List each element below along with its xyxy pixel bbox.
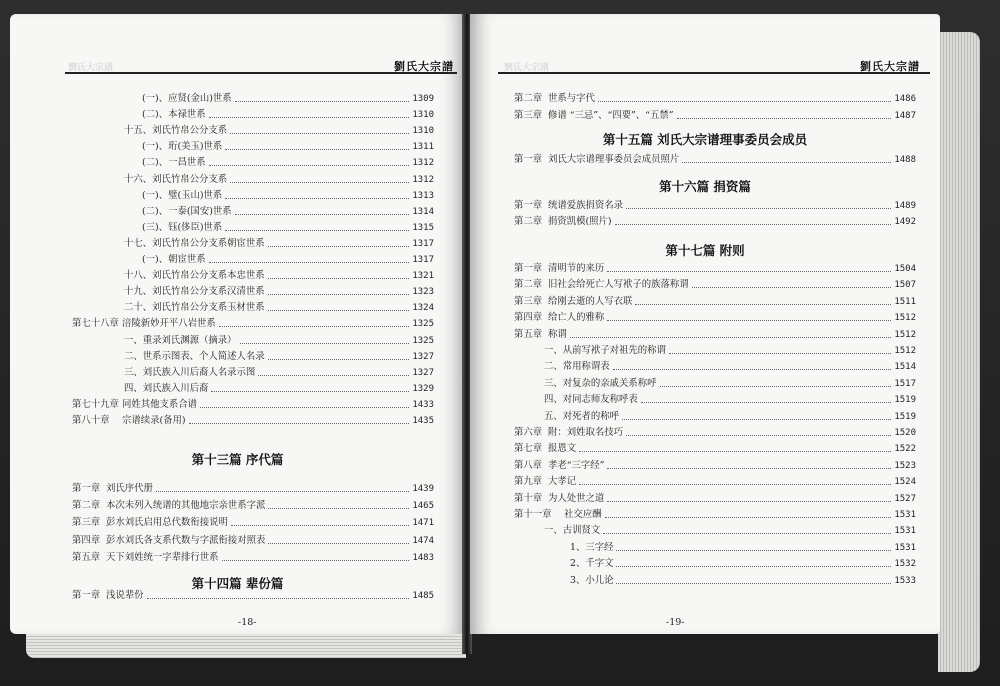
page-ref: 1310 [412,110,434,121]
toc-entry [514,475,916,489]
entry-title: 一、从前写袱子对祖先的称谓 [544,345,666,356]
dot-leader [225,149,409,150]
dot-leader [579,451,891,452]
toc-entry [72,589,434,603]
section-heading-14: 第十四篇 辈份篇 [191,576,284,591]
right-header-rule [498,72,930,74]
page-ref: 1531 [894,542,916,553]
dot-leader [235,101,410,102]
entry-title: 修谱 “三忌”、“四要”、“五禁” [548,109,674,121]
dot-leader [268,359,410,360]
dot-leader [660,386,892,387]
toc-entry [72,366,434,380]
entry-title: 3、小儿论 [570,574,614,586]
dot-leader [626,435,891,436]
page-ref: 1435 [412,416,434,426]
left-page-number: -18- [238,617,257,628]
page-ref: 1327 [412,351,434,362]
toc-entry [514,153,916,167]
page-ref: 1512 [894,346,916,356]
chapter-label: 第六章 [514,427,543,438]
entry-title: 二、常用称谓表 [544,361,610,373]
dot-leader [268,246,410,247]
toc-entry [514,215,916,229]
toc-entry [514,426,916,440]
section-heading-17: 第十七篇 附则 [665,243,745,258]
dot-leader [605,517,892,518]
page-ref: 1309 [412,94,434,104]
toc-entry [514,524,916,538]
page-ref: 1531 [894,526,916,537]
open-book [10,14,980,674]
page-ref: 1465 [412,501,434,512]
entry-title: 彭水刘氏启用总代数衔接说明 [106,517,228,529]
entry-title: 浅说辈份 [106,590,144,601]
page-ref: 1485 [412,591,434,601]
entry-title: 二十、刘氏竹帛公分支系玉材世系 [124,302,265,314]
page-ref: 1324 [412,303,434,314]
chapter-label: 第二章 [514,216,543,228]
entry-title: 孝老“三字经” [548,459,605,471]
dot-leader [268,543,409,544]
dot-leader [268,508,409,509]
page-ref: 1317 [412,255,434,265]
page-ref: 1325 [412,319,434,330]
entry-title: 三、对复杂的亲戚关系称呼 [544,377,657,389]
page-ref: 1310 [412,126,434,137]
page-ref: 1489 [894,201,916,211]
entry-title: 四、刘氏族入川后裔 [124,382,209,394]
page-ref: 1524 [894,477,916,488]
chapter-label: 第五章 [72,551,101,563]
entry-title: 涪陵新妙开平八岩世系 [122,318,216,330]
entry-title: (一)、珩(美玉)世系 [142,141,223,153]
entry-title: 1、三字经 [570,541,614,553]
chapter-label: 第九章 [514,476,543,488]
chapter-label: 第二章 [514,93,543,104]
dot-leader [222,560,410,561]
page-ref: 1504 [894,264,916,274]
entry-title: 清明节的来历 [548,263,605,274]
page-ref: 1512 [894,329,916,340]
right-ghost-header: 劉氏大宗譜 [504,63,550,73]
entry-title: 一、重录刘氏渊源（摘录） [124,334,237,346]
page-ref: 1533 [894,575,916,586]
dot-leader [200,407,409,408]
toc-entry [72,516,434,530]
toc-entry [72,499,434,513]
left-ghost-header: 劉氏大宗譜 [68,63,114,73]
page-edges-right [938,32,980,672]
toc-entry [514,344,916,358]
toc-entry [72,253,434,267]
dot-leader [607,320,891,321]
entry-title: (二)、本禄世系 [142,109,206,121]
toc-entry [72,92,434,106]
dot-leader [579,484,891,485]
dot-leader [613,369,892,370]
page-ref: 1311 [412,142,434,153]
page-ref: 1517 [894,378,916,389]
page-ref: 1507 [894,280,916,291]
toc-entry [72,108,434,122]
dot-leader [231,525,409,526]
dot-leader [669,353,891,354]
entry-title: 宗谱续录(备用) [122,415,186,426]
entry-title: 世系与字代 [548,93,595,104]
page-ref: 1483 [412,552,434,563]
entry-title: 旧社会给死亡人写袱子的族落称谓 [548,279,689,291]
toc-entry [514,459,916,473]
entry-title: (一)、璧(玉山)世系 [142,189,223,201]
entry-title: 附：刘姓取名技巧 [548,427,624,438]
entry-title: 二、世系示图表、个人简述人名录 [124,350,265,362]
page-ref: 1532 [894,559,916,570]
dot-leader [570,337,892,338]
toc-entry [72,269,434,283]
dot-leader [258,375,409,376]
dot-leader [616,583,891,584]
page-ref: 1329 [412,383,434,394]
dot-leader [616,550,891,551]
chapter-label: 第七十九章 [72,398,119,410]
page-ref: 1433 [412,399,434,410]
toc-entry [72,237,434,251]
left-running-header: 劉氏大宗譜 [394,60,454,73]
page-ref: 1492 [894,217,916,228]
dot-leader [211,391,409,392]
entry-title: 彭水刘氏各支系代数与字派衔接对照表 [106,534,266,546]
entry-title: (一)、朝宦世系 [142,254,206,265]
dot-leader [622,419,891,420]
page-ref: 1487 [894,110,916,121]
chapter-label: 第二章 [514,279,543,291]
toc-entry [72,482,434,496]
toc-entry [72,414,434,428]
entry-title: 给亡人的雅称 [548,312,605,324]
toc-entry [72,382,434,396]
entry-title: 刘氏序代册 [106,483,153,494]
page-ref: 1314 [412,206,434,217]
toc-entry [514,278,916,292]
entry-title: 报恩文 [548,443,577,455]
page-ref: 1439 [412,484,434,494]
chapter-label: 第三章 [514,295,543,307]
page-ref: 1512 [894,313,916,324]
dot-leader [230,133,409,134]
page-ref: 1520 [894,428,916,438]
chapter-label: 第一章 [72,483,101,494]
dot-leader [268,294,410,295]
page-ref: 1522 [894,444,916,455]
dot-leader [607,468,891,469]
entry-title: 2、千字文 [570,558,614,570]
entry-title: 四、对同志师友称呼表 [544,394,638,406]
chapter-label: 第十章 [514,492,543,504]
entry-title: 捐资凯模(照片) [548,216,612,228]
toc-entry [514,311,916,325]
right-page-number: -19- [666,617,685,628]
entry-title: 十六、刘氏竹帛公分支系 [124,173,228,185]
toc-entry [514,92,916,106]
page-ref: 1327 [412,367,434,378]
dot-leader [189,423,410,424]
toc-entry [514,492,916,506]
chapter-label: 第一章 [514,154,543,165]
toc-entry [514,393,916,407]
page-ref: 1474 [412,535,434,546]
dot-leader [615,224,892,225]
dot-leader [603,533,891,534]
dot-leader [225,198,409,199]
dot-leader [607,271,891,272]
dot-leader [268,310,410,311]
page-ref: 1511 [894,296,916,307]
entry-title: 十七、刘氏竹帛公分支系朝宦世系 [124,237,265,249]
toc-entry [72,350,434,364]
dot-leader [209,117,410,118]
chapter-label: 第一章 [514,263,543,274]
entry-title: 统谱爱族捐资名录 [548,200,624,211]
page-ref: 1519 [894,395,916,406]
page-ref: 1471 [412,518,434,529]
entry-title: (二)、一昌世系 [142,157,206,169]
chapter-label: 第一章 [514,200,543,211]
chapter-label: 第八十章 [72,415,110,426]
chapter-label: 第十一章 [514,509,552,520]
toc-entry [72,285,434,299]
toc-entry [72,124,434,138]
entry-title: 为人处世之道 [548,492,605,504]
right-running-header: 劉氏大宗譜 [860,60,920,73]
chapter-label: 第三章 [72,517,101,529]
page-ref: 1514 [894,362,916,373]
entry-title: 天下刘姓统一字辈排行世系 [106,551,219,563]
page-ref: 1315 [412,222,434,233]
entry-title: 十九、刘氏竹帛公分支系汉清世系 [124,286,265,298]
toc-entry [514,410,916,424]
page-ref: 1317 [412,238,434,249]
dot-leader [641,402,892,403]
dot-leader [677,118,892,119]
page-ref: 1312 [412,158,434,169]
dot-leader [225,230,409,231]
page-ref: 1527 [894,493,916,504]
chapter-label: 第八章 [514,459,543,471]
dot-leader [626,208,891,209]
toc-entry [72,301,434,315]
toc-entry [514,262,916,276]
toc-entry [72,205,434,219]
toc-entry [514,557,916,571]
dot-leader [692,287,892,288]
toc-entry [72,398,434,412]
toc-entry [514,199,916,213]
page-ref: 1519 [894,411,916,422]
toc-entry [514,442,916,456]
page-ref: 1523 [894,460,916,471]
page-ref: 1323 [412,287,434,298]
toc-entry [514,109,916,123]
dot-leader [240,343,410,344]
dot-leader [209,262,410,263]
left-page [10,14,465,634]
section-heading-15: 第十五篇 刘氏大宗谱理事委员会成员 [602,132,808,147]
dot-leader [607,501,891,502]
chapter-label: 第五章 [514,328,543,340]
toc-entry [514,377,916,391]
page-stack-bottom [26,634,466,658]
chapter-label: 第四章 [514,312,543,324]
toc-entry [72,173,434,187]
toc-entry [72,156,434,170]
page-ref: 1312 [412,174,434,185]
toc-entry [514,328,916,342]
dot-leader [268,278,410,279]
chapter-label: 第二章 [72,500,101,512]
left-header-rule [65,72,457,74]
dot-leader [682,162,891,163]
toc-entry [72,140,434,154]
page-ref: 1486 [894,94,916,104]
page-ref: 1325 [412,335,434,346]
entry-title: 五、对死者的称呼 [544,410,620,422]
entry-title: (三)、钰(侈臣)世系 [142,221,223,233]
toc-entry [514,508,916,522]
entry-title: 本次未列入统谱的其他地宗亲世系字派 [106,500,266,512]
page-ref: 1321 [412,271,434,282]
toc-entry [514,295,916,309]
entry-title: 十五、刘氏竹帛公分支系 [124,125,228,137]
toc-entry [514,541,916,555]
chapter-label: 第三章 [514,109,543,121]
chapter-label: 第一章 [72,590,101,601]
entry-title: 同姓其他支系合谱 [122,398,198,410]
dot-leader [219,326,410,327]
entry-title: (一)、应贤(金山)世系 [142,93,232,104]
entry-title: 称谓 [548,328,567,340]
dot-leader [147,598,410,599]
chapter-label: 第四章 [72,534,101,546]
dot-leader [230,182,409,183]
page-ref: 1488 [894,155,916,165]
dot-leader [635,304,891,305]
section-heading-16: 第十六篇 捐资篇 [659,179,751,194]
dot-leader [209,165,410,166]
page-ref: 1313 [412,190,434,201]
entry-title: 刘氏大宗谱理事委员会成员照片 [548,154,680,165]
section-heading-13: 第十三篇 序代篇 [191,452,284,467]
entry-title: 给刚去逝的人写衣联 [548,295,633,307]
toc-entry [72,189,434,203]
page-ref: 1531 [894,510,916,520]
dot-leader [598,101,891,102]
entry-title: 社交应酬 [564,509,602,520]
dot-leader [156,491,409,492]
entry-title: 一、古训贤文 [544,525,601,537]
entry-title: 三、刘氏族入川后裔人名录示图 [124,366,256,378]
chapter-label: 第七十八章 [72,318,119,330]
toc-entry [514,360,916,374]
toc-entry [72,551,434,565]
toc-entry [72,334,434,348]
entry-title: 十八、刘氏竹帛公分支系本忠世系 [124,270,265,282]
toc-entry [72,534,434,548]
right-page [470,14,940,634]
toc-entry [514,574,916,588]
entry-title: 大孝记 [548,476,577,488]
toc-entry [72,221,434,235]
entry-title: (二)、一泰(国安)世系 [142,205,232,217]
chapter-label: 第七章 [514,443,543,455]
dot-leader [235,214,410,215]
toc-entry [72,317,434,331]
dot-leader [616,566,891,567]
